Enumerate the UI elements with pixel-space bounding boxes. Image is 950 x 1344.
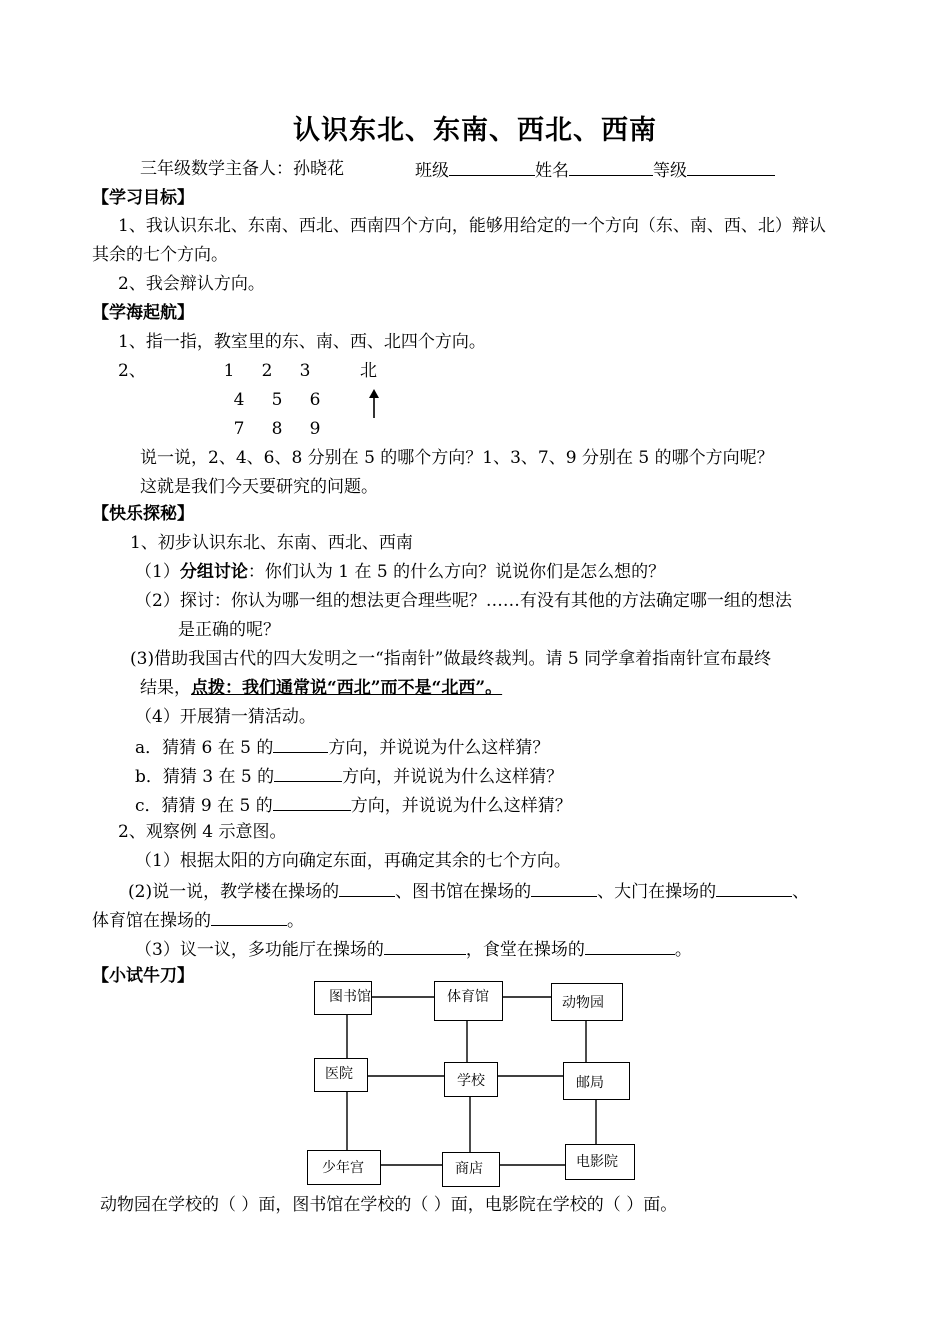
hint-bold: 点拨：我们通常说“西北”而不是“北西”。: [191, 678, 503, 698]
grid-number-8: 8: [271, 419, 283, 439]
explore-line-6: 2、观察例 4 示意图。: [118, 822, 287, 842]
grid-number-4: 4: [233, 390, 245, 410]
l9-a: 体育馆在操场的: [92, 911, 211, 931]
grid-number-1: 1: [223, 361, 235, 381]
explore-line-4a: (3)借助我国古代的四大发明之一“指南针”做最终裁判。请 5 同学拿着指南针宣布最终: [130, 649, 772, 669]
name-label: 姓名: [535, 161, 569, 181]
discuss-bold: 分组讨论: [179, 562, 248, 582]
place-shop: 商店: [442, 1152, 500, 1187]
place-youth-palace: 少年宫: [307, 1150, 381, 1185]
discuss-rest: ：你们认为 1 在 5 的什么方向？说说你们是怎么想的？: [247, 562, 666, 582]
result-plain: 结果，: [140, 678, 191, 698]
class-label: 班级: [415, 161, 449, 181]
start-line-1: 1、指一指，教室里的东、南、西、北四个方向。: [118, 332, 486, 352]
guess-c-pre: c．猜猜 9 在 5 的: [135, 796, 273, 816]
section-heading-explore: 【快乐探秘】: [92, 504, 194, 524]
place-school: 学校: [444, 1062, 498, 1097]
grid-number-7: 7: [233, 419, 245, 439]
l10-b: ，食堂在操场的: [465, 940, 585, 960]
section-heading-start: 【学海起航】: [92, 303, 194, 323]
start-item-2: 2、: [118, 361, 146, 381]
grid-number-2: 2: [261, 361, 273, 381]
explore-line-3b: 是正确的呢？: [178, 620, 280, 640]
l8-a: (2)说一说，教学楼在操场的: [128, 882, 340, 902]
l8-c: 、大门在操场的: [597, 882, 717, 902]
grid-number-3: 3: [299, 361, 311, 381]
start-say-2: 这就是我们今天要研究的问题。: [140, 477, 378, 497]
section-heading-try: 【小试牛刀】: [92, 966, 194, 986]
l10-c: 。: [674, 940, 692, 960]
l8-d: 、: [792, 882, 810, 902]
l8-b: 、图书馆在操场的: [395, 882, 532, 902]
place-cinema: 电影院: [565, 1144, 635, 1180]
start-say-1: 说一说，2、4、6、8 分别在 5 的哪个方向？1、3、7、9 分别在 5 的哪个方向呢？: [140, 448, 774, 468]
page-title: 认识东北、东南、西北、西南: [293, 115, 657, 146]
explore-line-1: 1、初步认识东北、东南、西北、西南: [130, 533, 413, 553]
explore-line-7: （1）根据太阳的方向确定东面，再确定其余的七个方向。: [135, 851, 571, 871]
grid-number-5: 5: [271, 390, 283, 410]
guess-a-post: 方向，并说说为什么这样猜？: [328, 738, 550, 758]
goal-line-2: 2、我会辩认方向。: [118, 274, 265, 294]
place-gym: 体育馆: [434, 981, 503, 1021]
discuss-prefix: （1）: [135, 562, 180, 582]
grade-label: 等级: [653, 161, 687, 181]
grid-number-6: 6: [309, 390, 321, 410]
explore-line-5: （4）开展猜一猜活动。: [135, 707, 316, 727]
guess-c-post: 方向，并说说为什么这样猜？: [350, 796, 572, 816]
place-post-office: 邮局: [563, 1062, 630, 1100]
goal-line-1a: 1、我认识东北、东南、西北、西南四个方向，能够用给定的一个方向（东、南、西、北）辩认: [118, 216, 826, 236]
guess-b-pre: b．猜猜 3 在 5 的: [135, 767, 275, 787]
goal-line-1b: 其余的七个方向。: [92, 245, 228, 265]
preparer-text: 三年级数学主备人：孙晓花: [140, 159, 344, 179]
l10-a: （3）议一议，多功能厅在操场的: [135, 940, 384, 960]
place-hospital: 医院: [314, 1058, 368, 1092]
place-zoo: 动物园: [551, 983, 623, 1021]
l9-b: 。: [287, 911, 304, 931]
try-question: 动物园在学校的（ ）面，图书馆在学校的（ ）面，电影院在学校的（ ）面。: [100, 1195, 678, 1215]
guess-b-post: 方向，并说说为什么这样猜？: [342, 767, 564, 787]
north-label: 北: [360, 361, 377, 381]
explore-line-3a: （2）探讨：你认为哪一组的想法更合理些呢？……有没有其他的方法确定哪一组的想法: [135, 591, 792, 611]
guess-a-pre: a．猜猜 6 在 5 的: [135, 738, 274, 758]
section-heading-goals: 【学习目标】: [92, 188, 194, 208]
place-library: 图书馆: [314, 981, 372, 1015]
grid-number-9: 9: [309, 419, 321, 439]
